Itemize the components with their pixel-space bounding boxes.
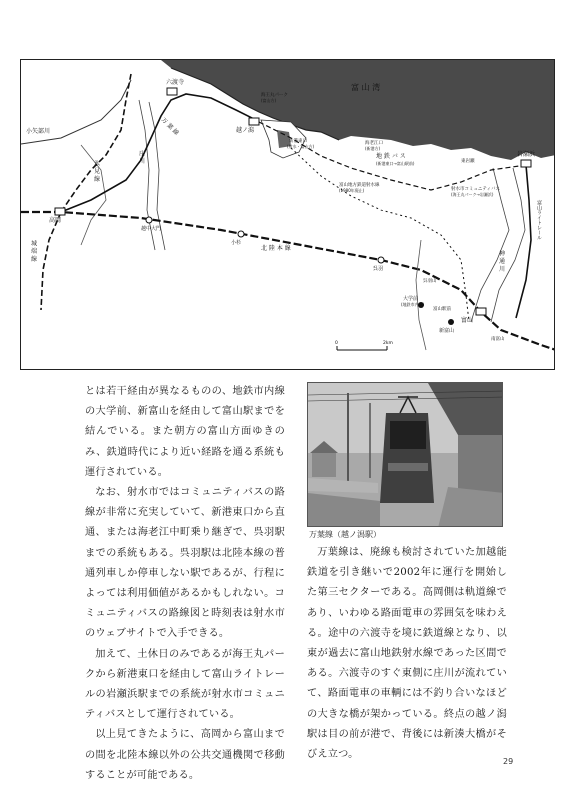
map-label-shinko: 新港東口 — [289, 139, 307, 144]
paragraph: 加えて、土休日のみであるが海王丸パークから新港東口を経由して富山ライトレールの岩瀬浜駅までの系統が射水市コミュニティバスとして運行されている。 — [85, 648, 285, 721]
text-column-right — [307, 543, 507, 765]
paragraph: 万葉線は、廃線も検討されていた加越能鉄道を引き継いで2002年に運行を開始した第三セクターである。高岡側は軌道線であり、いわゆる路面電車の雰囲気を味わえる。途中の六渡寺を境に鉄道線となり、以東が過去に富山地鉄射水線であった区間である。六渡寺のすぐ東側に庄川が流れていて、路面電車の車輌には不釣り合いなほどの大きな橋が架かっている。終点の越ノ潟駅は目の前が港で、背後には新湊大橋がそびえ立つ。 — [307, 547, 507, 761]
paragraph: 以上見てきたように、高岡から富山までの間を北陸本線以外の公共交通機関で移動することが可能である。 — [85, 729, 285, 781]
paragraph: なお、射水市ではコミュニティバスの路線が非常に充実していて、新港東口から直通、または海老江中町乗り継ぎで、呉羽駅までの系統もある。呉羽駅は北陸本線の普通列車しか停車しない駅であるが、行程によっては利用価値があるかもしれない。コミュニティバスの路線図と時刻表は射水市のウェブサイトで入手できる。 — [85, 487, 285, 640]
map-scale-km: 2km — [383, 341, 393, 346]
abandoned-line — [291, 148, 469, 322]
map-label-abandoned: 富山地方鉄道射水線 — [339, 183, 380, 188]
station-kureha — [378, 257, 384, 263]
map-label-minamitoyama: 南富山 — [491, 337, 505, 342]
map-label-kaiomaru: 海王丸パーク — [261, 93, 288, 98]
map-label-kaigan-sub: (新港方) — [365, 146, 381, 151]
map-label-higashiiwase: 東岩瀬 — [461, 159, 475, 164]
station-takaoka — [55, 208, 65, 215]
paragraph: とは若干経由が異なるものの、地鉄市内線の大学前、新富山を経由して富山駅までを結んでいる。また朝方の富山方面ゆきのみ、鉄道時代により近い経路を通る系統も運行されている。 — [85, 386, 285, 478]
station-shintoyama — [448, 319, 454, 325]
photo-caption: 万葉線（越ノ潟駅） — [309, 530, 381, 539]
map-label-abandoned-sub: (1980年廃止) — [339, 188, 365, 193]
map-label-shintoyama: 新富山 — [439, 328, 455, 334]
map-label-shinko-sub: (射水・富山方) — [287, 144, 315, 149]
map-label-sea: 富 山 湾 — [351, 83, 381, 92]
station-koshinokata — [249, 118, 259, 125]
map-label-rokudoji: 六渡寺 — [166, 79, 185, 86]
himi-line — [61, 74, 131, 212]
sea-area — [161, 60, 555, 160]
station-toyama — [476, 308, 486, 315]
map-label-kureha: 呉羽 — [373, 266, 384, 272]
map-scale-zero: 0 — [335, 341, 338, 346]
map-label-daigakumae-sub: (地鉄市内線) — [401, 302, 425, 307]
tram-photo — [307, 382, 503, 527]
map-label-johana: 城 端 線 — [29, 240, 37, 262]
text-column-left — [85, 382, 285, 786]
map-label-koshinokata: 越ノ潟 — [236, 127, 255, 134]
route-map-graphic — [21, 60, 555, 370]
map-label-iwasehama: 岩瀬浜 — [517, 151, 536, 158]
map-label-toyama: 富山 — [461, 317, 474, 324]
route-map — [20, 59, 555, 370]
map-label-daigakumae: 大学前 — [403, 296, 419, 302]
map-label-chitetsubus: 地 鉄 バ ス — [376, 153, 406, 160]
map-label-manyo: 万 葉 線 — [159, 116, 180, 137]
page-number: 29 — [503, 757, 514, 766]
map-label-toyamaeki: 富山駅前 — [433, 307, 451, 312]
map-label-chitetsubus-sub: (新港東口→富山駅前) — [376, 161, 415, 166]
station-iwasehama — [521, 160, 531, 167]
map-label-kaigan: 海老江口 — [365, 141, 383, 146]
map-label-community: 射水市コミュニティバス — [451, 187, 501, 192]
manyo-line — [61, 94, 256, 212]
station-rokudoji — [167, 88, 177, 95]
map-label-jinzu: 神 通 川 — [497, 250, 505, 272]
map-label-lightrail: 富山ライトレール — [536, 200, 542, 240]
station-daimon — [146, 217, 152, 223]
map-label-hokuriku: 北 陸 本 線 — [261, 245, 291, 252]
johana-line — [41, 212, 61, 310]
map-label-oyabe: 小矢部川 — [26, 128, 51, 135]
map-label-community-sub: (海王丸パーク→岩瀬浜) — [451, 192, 494, 197]
hokuriku-line — [21, 212, 555, 350]
map-label-kaiomaru-sub: (富山方) — [261, 98, 277, 103]
map-label-sho: 庄 川 — [137, 150, 145, 164]
map-label-takaoka: 高岡 — [49, 217, 62, 224]
map-label-himi: 氷 見 線 — [92, 160, 100, 182]
map-label-gofuku: 呉羽山 — [423, 279, 437, 284]
map-label-daimon: 越中大門 — [141, 226, 162, 232]
station-kosugi — [238, 231, 244, 237]
map-label-kosugi: 小杉 — [231, 240, 242, 246]
